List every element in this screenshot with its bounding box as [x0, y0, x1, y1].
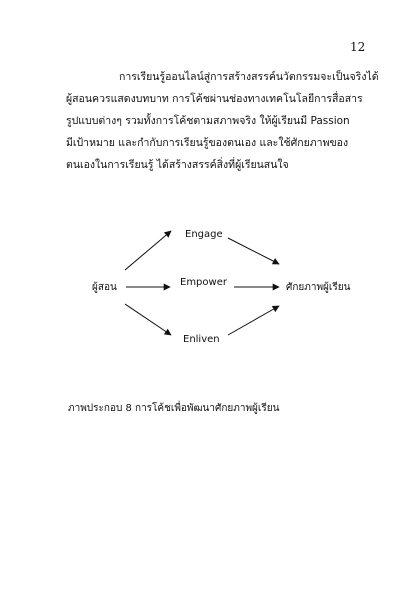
paragraph-line: ตนเองในการเรียนรู้ ได้สร้างสรรค์สิ่งที่ผู้เรียนสนใจ	[66, 159, 289, 171]
figure-caption: ภาพประกอบ 8 การโค้ชเพื่อพัฒนาศักยภาพผู้เรียน	[68, 403, 280, 414]
arrow-source-to-engage	[125, 231, 171, 270]
empower-label: Empower	[180, 277, 227, 288]
arrow-enliven-to-target	[228, 306, 279, 335]
paragraph-line: ผู้สอนควรแสดงบทบาท การโค้ชผ่านช่องทางเทคโนโลยีการสื่อสาร	[66, 93, 363, 105]
paragraph-line: การเรียนรู้ออนไลน์สู่การสร้างสรรค์นวัตกรรมจะเป็นจริงได้	[119, 71, 379, 83]
paragraph-line: รูปแบบต่างๆ รวมทั้งการโค้ชตามสภาพจริง ให้ผู้เรียนมี Passion	[66, 115, 350, 127]
engage-label: Engage	[185, 229, 223, 240]
target-node-label: ศักยภาพผู้เรียน	[286, 282, 351, 293]
paragraph-line: มีเป้าหมาย และกำกับการเรียนรู้ของตนเอง และใช้ศักยภาพของ	[66, 137, 349, 149]
source-node-label: ผู้สอน	[92, 282, 117, 293]
arrow-source-to-enliven	[125, 304, 171, 335]
enliven-label: Enliven	[183, 334, 220, 345]
page-number: 12	[350, 40, 366, 54]
arrow-engage-to-target	[228, 238, 279, 264]
